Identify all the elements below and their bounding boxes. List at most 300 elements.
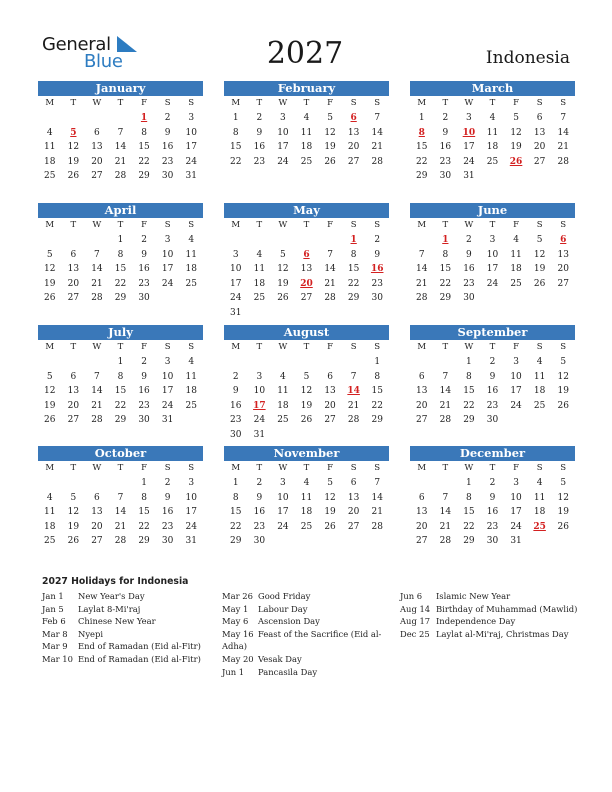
day-cell: 12 [44, 386, 56, 397]
day-cell: 22 [416, 156, 428, 167]
day-cell: 31 [185, 536, 197, 547]
day-cell: 26 [324, 521, 336, 532]
day-cell: 18 [486, 142, 499, 153]
day-cell: 18 [300, 142, 313, 153]
weekday-label: T [442, 220, 449, 230]
weekday-label: S [374, 220, 381, 230]
logo-blue-text: Blue [84, 51, 123, 72]
empty-day-cell [62, 233, 86, 248]
empty-day-cell [248, 233, 272, 248]
day-cell: 25 [185, 278, 197, 289]
day-cell: 28 [91, 415, 103, 426]
day-cell: 12 [510, 127, 522, 138]
day-cell: 22 [230, 521, 242, 532]
day-cell: 19 [324, 507, 336, 518]
day-cell: 3 [164, 357, 171, 367]
day-cell: 15 [347, 264, 360, 275]
holiday-date: Mar 10 [42, 653, 73, 664]
weekday-label: T [256, 342, 263, 352]
day-cell: 20 [91, 521, 103, 532]
empty-day-cell [295, 355, 319, 370]
day-cell: 3 [280, 113, 286, 123]
day-cell: 8 [466, 371, 472, 382]
day-cell: 5 [280, 249, 286, 260]
weekday-label: T [256, 220, 263, 230]
day-cell: 2 [141, 235, 147, 245]
day-cell: 28 [371, 156, 383, 167]
day-cell: 2 [141, 357, 147, 367]
month-title: December [410, 446, 575, 461]
weekday-label: F [513, 220, 520, 230]
day-cell: 5 [70, 492, 77, 503]
day-grid [38, 111, 203, 184]
day-cell: 15 [371, 386, 383, 397]
empty-day-cell [38, 355, 62, 370]
weekday-label: T [303, 98, 310, 108]
day-cell: 28 [439, 536, 452, 547]
month-november [224, 446, 389, 549]
day-cell: 10 [185, 127, 197, 138]
day-cell: 20 [416, 400, 428, 411]
day-cell: 25 [44, 536, 56, 547]
day-cell: 19 [67, 521, 80, 532]
weekday-header [410, 340, 575, 355]
day-cell: 6 [70, 371, 77, 382]
holiday-column [222, 590, 394, 678]
day-cell: 30 [371, 293, 383, 304]
empty-day-cell [318, 355, 342, 370]
day-grid [38, 476, 203, 549]
month-title: February [224, 81, 389, 96]
day-cell: 20 [324, 400, 336, 411]
day-cell: 10 [185, 492, 197, 503]
holiday-date: May 20 [222, 653, 254, 664]
day-cell: 12 [67, 142, 80, 153]
day-cell: 23 [253, 156, 266, 167]
day-cell: 21 [439, 521, 452, 532]
holiday-name: Vesak Day [258, 653, 302, 664]
day-cell: 24 [277, 521, 289, 532]
holiday-row [222, 653, 394, 666]
month-title: May [224, 203, 389, 218]
day-cell: 28 [114, 536, 127, 547]
day-cell: 30 [463, 293, 475, 304]
day-cell: 17 [161, 386, 174, 397]
day-cell: 5 [327, 478, 333, 488]
holiday-list-title: 2027 Holidays for Indonesia [42, 576, 189, 587]
day-cell: 31 [185, 171, 197, 182]
holiday-row [42, 628, 214, 641]
day-cell: 24 [230, 293, 242, 304]
day-cell: 15 [463, 386, 475, 397]
day-grid [410, 476, 575, 549]
day-cell: 13 [67, 386, 80, 397]
weekday-label: T [303, 220, 310, 230]
holiday-day-cell: 14 [347, 386, 360, 397]
day-cell: 12 [324, 492, 336, 503]
holiday-row [400, 590, 582, 603]
weekday-label: T [489, 463, 496, 473]
day-cell: 29 [138, 171, 150, 182]
day-cell: 13 [416, 507, 428, 518]
day-cell: 15 [463, 507, 475, 518]
day-cell: 28 [416, 293, 428, 304]
empty-day-cell [85, 111, 109, 126]
day-cell: 22 [230, 156, 242, 167]
day-cell: 7 [117, 127, 124, 138]
day-cell: 16 [253, 142, 266, 153]
day-cell: 9 [256, 492, 263, 503]
day-cell: 28 [371, 521, 383, 532]
day-cell: 19 [533, 264, 546, 275]
day-cell: 21 [347, 400, 360, 411]
weekday-label: T [489, 220, 496, 230]
day-cell: 29 [138, 536, 150, 547]
day-cell: 23 [161, 521, 174, 532]
weekday-label: S [536, 98, 543, 108]
month-january [38, 81, 203, 184]
day-cell: 31 [510, 536, 522, 547]
day-cell: 19 [44, 278, 56, 289]
day-cell: 18 [277, 400, 289, 411]
day-cell: 17 [277, 507, 289, 518]
holiday-name: Adha) [222, 641, 248, 652]
day-cell: 9 [442, 127, 449, 138]
day-cell: 9 [141, 371, 147, 382]
day-cell: 24 [185, 521, 197, 532]
day-cell: 31 [161, 415, 174, 426]
logo-flag-icon [117, 36, 137, 52]
weekday-label: T [70, 463, 77, 473]
day-cell: 21 [416, 278, 428, 289]
day-cell: 10 [161, 249, 174, 260]
day-cell: 29 [114, 293, 127, 304]
holiday-date: Aug 17 [400, 616, 431, 627]
weekday-label: S [350, 342, 357, 352]
day-cell: 25 [253, 293, 266, 304]
day-cell: 31 [253, 429, 266, 440]
day-cell: 4 [46, 127, 53, 138]
day-cell: 14 [557, 127, 569, 138]
day-cell: 24 [277, 156, 289, 167]
holiday-date: Jan 5 [42, 603, 64, 614]
empty-day-cell [85, 233, 109, 248]
holiday-row [222, 628, 394, 641]
day-cell: 12 [557, 492, 569, 503]
holiday-row [42, 603, 214, 616]
day-cell: 23 [371, 278, 383, 289]
day-cell: 18 [510, 264, 522, 275]
day-cell: 29 [371, 415, 383, 426]
day-cell: 7 [374, 478, 381, 488]
day-cell: 2 [232, 371, 239, 382]
day-cell: 8 [350, 249, 357, 260]
day-cell: 9 [489, 371, 496, 382]
day-cell: 21 [324, 278, 336, 289]
day-cell: 2 [489, 478, 496, 488]
day-cell: 13 [91, 507, 103, 518]
day-cell: 20 [347, 507, 360, 518]
day-cell: 18 [533, 386, 546, 397]
empty-day-cell [85, 355, 109, 370]
month-december [410, 446, 575, 549]
holiday-name: Chinese New Year [78, 616, 156, 627]
empty-day-cell [295, 233, 319, 248]
holiday-name: End of Ramadan (Eid al-Fitr) [78, 653, 201, 664]
day-cell: 3 [513, 357, 519, 367]
day-cell: 2 [442, 113, 449, 123]
weekday-header [410, 218, 575, 233]
empty-day-cell [248, 355, 272, 370]
day-grid [224, 476, 389, 549]
day-cell: 29 [463, 536, 475, 547]
holiday-row [400, 628, 582, 641]
day-cell: 23 [439, 156, 452, 167]
holiday-day-cell: 6 [560, 235, 567, 245]
day-cell: 15 [114, 386, 127, 397]
weekday-label: F [327, 220, 334, 230]
month-february [224, 81, 389, 169]
month-august [224, 325, 389, 443]
month-july [38, 325, 203, 428]
month-october [38, 446, 203, 549]
day-cell: 1 [141, 478, 147, 488]
page-header [0, 0, 612, 76]
day-grid [38, 355, 203, 428]
day-cell: 26 [533, 278, 546, 289]
holiday-day-cell: 1 [442, 235, 449, 245]
day-cell: 17 [230, 278, 242, 289]
day-cell: 28 [114, 171, 127, 182]
holiday-name: End of Ramadan (Eid al-Fitr) [78, 641, 201, 652]
day-cell: 7 [94, 249, 100, 260]
day-cell: 11 [44, 142, 56, 153]
day-cell: 12 [277, 264, 289, 275]
day-cell: 6 [350, 478, 357, 488]
holiday-row [42, 590, 214, 603]
weekday-label: M [231, 463, 241, 473]
day-grid [410, 233, 575, 306]
day-cell: 5 [327, 113, 333, 123]
weekday-label: T [70, 98, 77, 108]
empty-day-cell [271, 355, 295, 370]
day-cell: 9 [164, 492, 171, 503]
weekday-label: M [45, 342, 55, 352]
weekday-label: T [442, 98, 449, 108]
day-cell: 14 [416, 264, 428, 275]
holiday-row [400, 603, 582, 616]
day-grid [410, 111, 575, 184]
day-cell: 5 [46, 371, 53, 382]
day-cell: 30 [161, 536, 174, 547]
day-cell: 20 [67, 278, 80, 289]
day-cell: 8 [466, 492, 472, 503]
empty-day-cell [318, 233, 342, 248]
day-cell: 10 [277, 492, 289, 503]
day-cell: 3 [466, 113, 472, 123]
holiday-row [222, 590, 394, 603]
weekday-label: F [513, 342, 520, 352]
year-title: 2027 [266, 36, 344, 71]
day-cell: 10 [230, 264, 242, 275]
day-cell: 17 [486, 264, 499, 275]
weekday-header [410, 96, 575, 111]
empty-day-cell [38, 476, 62, 491]
weekday-label: S [374, 98, 381, 108]
weekday-label: M [417, 98, 427, 108]
day-cell: 15 [138, 142, 150, 153]
holiday-day-cell: 1 [140, 113, 148, 123]
day-cell: 12 [557, 371, 569, 382]
day-cell: 27 [324, 415, 336, 426]
holiday-date: Mar 8 [42, 628, 68, 639]
day-cell: 17 [510, 507, 522, 518]
day-cell: 2 [489, 357, 496, 367]
weekday-label: F [513, 98, 520, 108]
weekday-label: T [117, 463, 124, 473]
month-march [410, 81, 575, 184]
day-cell: 26 [557, 400, 569, 411]
weekday-label: S [164, 463, 171, 473]
day-cell: 31 [463, 171, 475, 182]
day-cell: 19 [557, 386, 569, 397]
day-cell: 20 [347, 142, 360, 153]
day-cell: 14 [439, 386, 452, 397]
weekday-label: S [350, 220, 357, 230]
empty-day-cell [410, 355, 434, 370]
day-cell: 8 [232, 492, 239, 503]
day-cell: 27 [347, 156, 360, 167]
day-grid [38, 233, 203, 306]
day-cell: 4 [536, 357, 543, 367]
day-cell: 19 [324, 142, 336, 153]
day-cell: 25 [277, 415, 289, 426]
day-cell: 15 [230, 507, 242, 518]
weekday-label: T [442, 463, 449, 473]
day-cell: 24 [185, 156, 197, 167]
holiday-day-cell: 1 [350, 235, 357, 245]
day-cell: 19 [44, 400, 56, 411]
empty-day-cell [109, 111, 133, 126]
logo-general-text: General [42, 34, 111, 55]
day-cell: 24 [486, 278, 499, 289]
day-cell: 10 [277, 127, 289, 138]
weekday-label: W [464, 220, 474, 230]
day-cell: 16 [161, 142, 174, 153]
month-september [410, 325, 575, 428]
weekday-label: S [374, 463, 381, 473]
generalblue-logo [42, 36, 152, 72]
holiday-row [222, 603, 394, 616]
day-cell: 11 [533, 492, 546, 503]
day-cell: 18 [185, 264, 197, 275]
holiday-name: Independence Day [436, 616, 516, 627]
day-cell: 15 [439, 264, 452, 275]
weekday-label: T [117, 98, 124, 108]
day-cell: 26 [44, 415, 56, 426]
weekday-label: T [303, 342, 310, 352]
holiday-date: Feb 6 [42, 616, 66, 627]
day-cell: 12 [44, 264, 56, 275]
weekday-label: F [513, 463, 520, 473]
weekday-label: T [303, 463, 310, 473]
day-cell: 20 [557, 264, 569, 275]
day-cell: 24 [463, 156, 475, 167]
day-cell: 13 [416, 386, 428, 397]
weekday-label: S [164, 220, 171, 230]
country-title: Indonesia [485, 48, 570, 68]
day-cell: 6 [94, 127, 100, 138]
day-cell: 22 [114, 400, 127, 411]
day-cell: 24 [510, 521, 522, 532]
holiday-day-cell: 5 [70, 127, 77, 138]
weekday-label: F [141, 463, 148, 473]
weekday-header [38, 218, 203, 233]
weekday-label: S [374, 342, 381, 352]
day-cell: 4 [513, 235, 519, 245]
day-cell: 5 [46, 249, 53, 260]
day-cell: 11 [300, 127, 313, 138]
weekday-label: W [92, 342, 102, 352]
day-cell: 20 [67, 400, 80, 411]
day-cell: 16 [253, 507, 266, 518]
day-cell: 27 [416, 415, 428, 426]
day-cell: 29 [114, 415, 127, 426]
holiday-name: Good Friday [258, 591, 311, 601]
day-cell: 8 [117, 249, 124, 260]
day-cell: 23 [486, 400, 499, 411]
day-cell: 27 [91, 536, 103, 547]
holiday-name: New Year's Day [78, 591, 145, 601]
day-cell: 11 [185, 371, 197, 382]
holiday-day-cell: 16 [370, 264, 384, 275]
day-cell: 12 [533, 249, 546, 260]
day-cell: 26 [67, 171, 80, 182]
day-cell: 21 [114, 521, 127, 532]
day-cell: 3 [489, 235, 496, 245]
day-cell: 2 [164, 478, 171, 488]
holiday-day-cell: 17 [253, 400, 266, 411]
day-cell: 10 [161, 371, 174, 382]
month-may [224, 203, 389, 321]
day-cell: 10 [486, 249, 499, 260]
month-title: March [410, 81, 575, 96]
holiday-date: Jan 1 [42, 591, 64, 601]
day-cell: 21 [439, 400, 452, 411]
day-cell: 22 [439, 278, 452, 289]
day-cell: 16 [439, 142, 452, 153]
day-cell: 24 [510, 400, 522, 411]
day-cell: 15 [114, 264, 127, 275]
holiday-list [42, 576, 582, 677]
day-cell: 7 [442, 371, 449, 382]
month-title: July [38, 325, 203, 340]
weekday-label: M [45, 98, 55, 108]
empty-day-cell [109, 476, 133, 491]
day-cell: 7 [560, 113, 567, 123]
day-cell: 30 [161, 171, 174, 182]
month-title: September [410, 325, 575, 340]
empty-day-cell [410, 233, 434, 248]
day-cell: 9 [232, 386, 239, 397]
day-cell: 14 [114, 142, 127, 153]
holiday-name: Pancasila Day [258, 666, 318, 677]
day-cell: 28 [91, 293, 103, 304]
day-cell: 23 [230, 415, 242, 426]
day-cell: 27 [300, 293, 313, 304]
day-cell: 4 [188, 235, 195, 245]
weekday-label: F [327, 463, 334, 473]
